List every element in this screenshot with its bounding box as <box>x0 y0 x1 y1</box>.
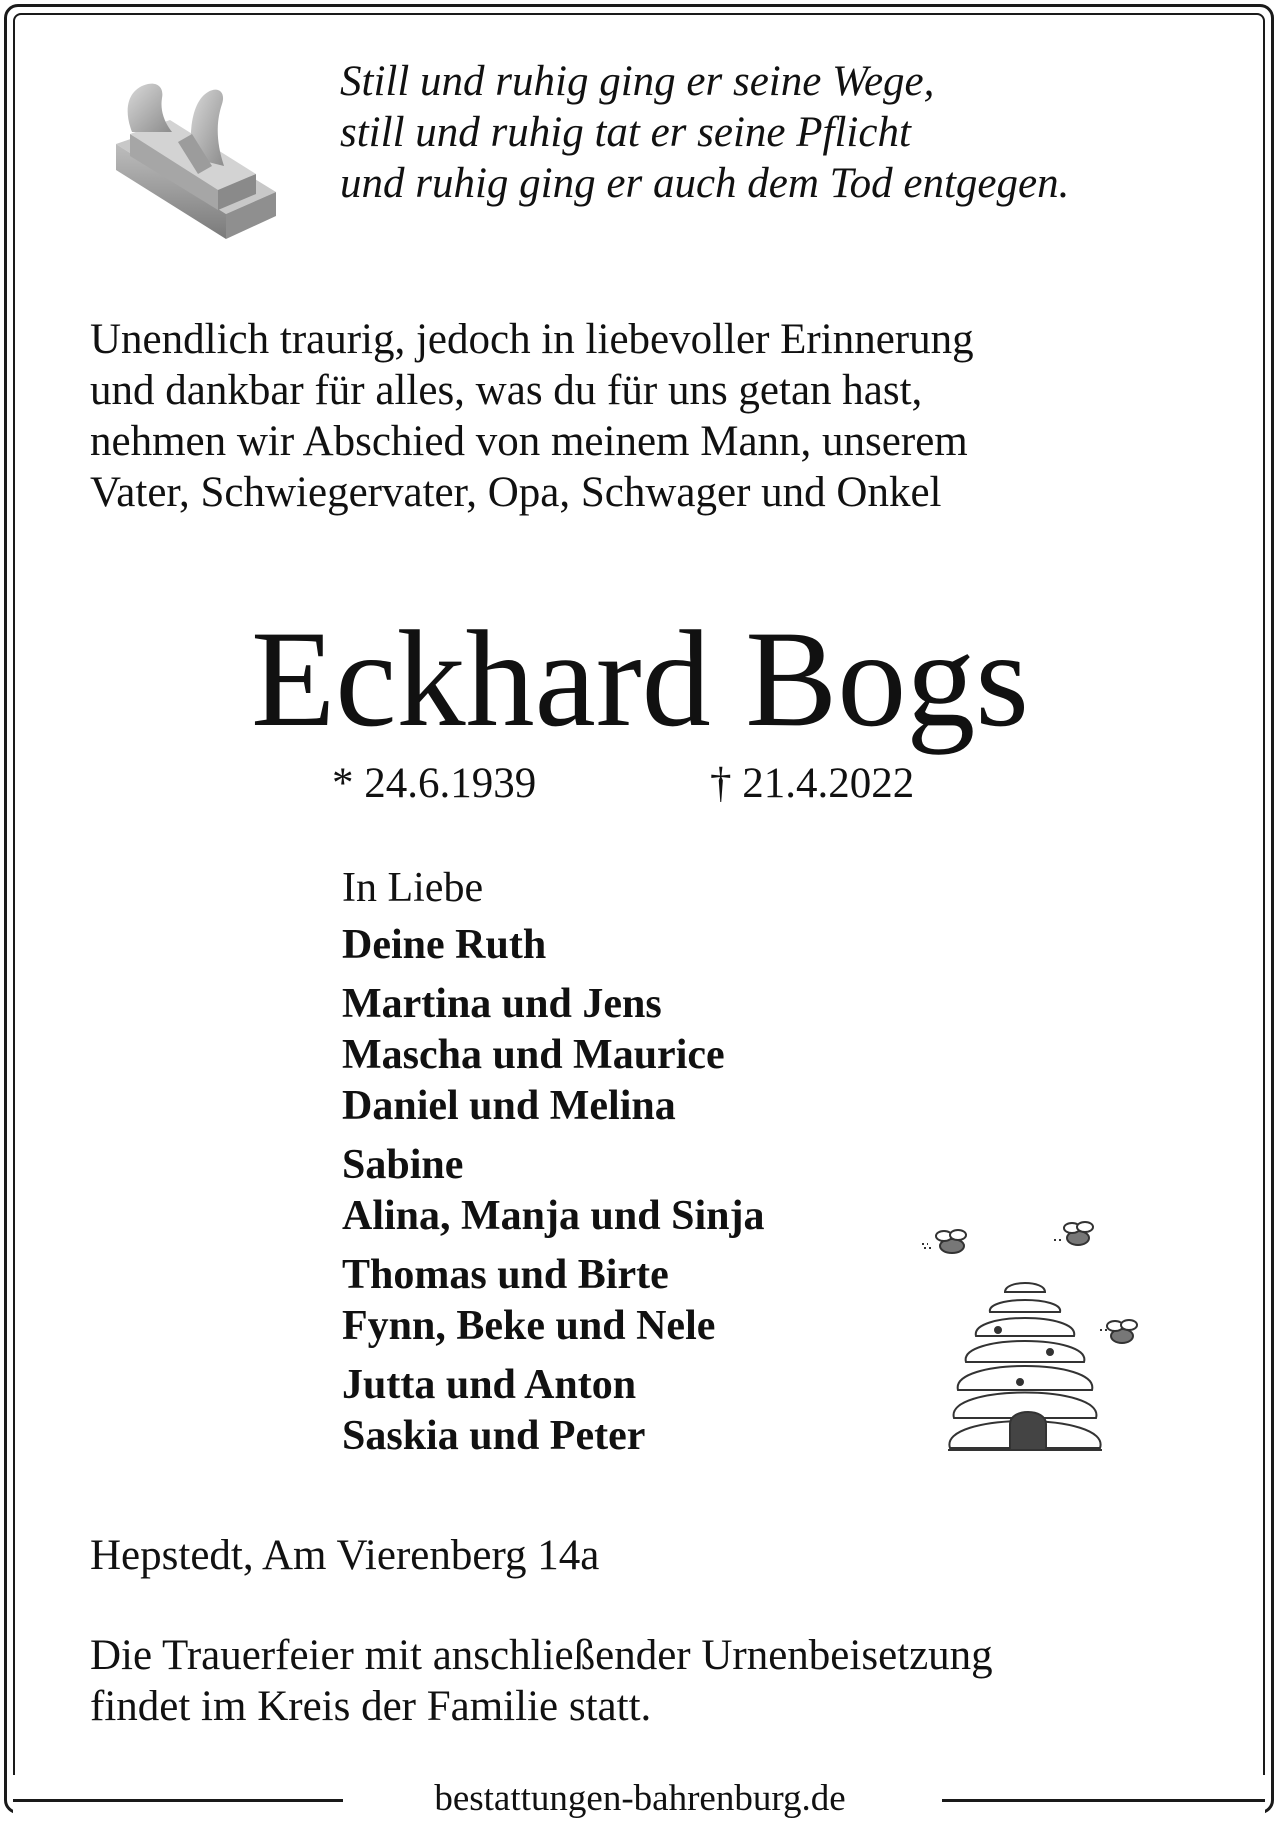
ceremony-line: findet im Kreis der Familie statt. <box>90 1683 652 1730</box>
family-signatures <box>342 862 764 1470</box>
family-member: Deine Ruth <box>342 922 547 968</box>
family-member: Saskia und Peter <box>342 1413 646 1459</box>
intro-line: nehmen wir Abschied von meinem Mann, unserem <box>90 418 968 465</box>
family-member: Thomas und Birte <box>342 1252 669 1298</box>
website-link[interactable]: bestattungen-bahrenburg.de <box>434 1778 846 1819</box>
bee-icon <box>1100 1320 1137 1343</box>
family-group <box>342 920 764 971</box>
ceremony-line: Die Trauerfeier mit anschließender Urnenbeisetzung <box>90 1632 993 1679</box>
family-member: Mascha und Maurice <box>342 1032 725 1078</box>
quote-line: Still und ruhig ging er seine Wege, <box>340 58 935 105</box>
family-member: Daniel und Melina <box>342 1083 676 1129</box>
quote-line: still und ruhig tat er seine Pflicht <box>340 109 911 156</box>
wood-plane-icon <box>108 74 278 244</box>
family-member: Sabine <box>342 1142 464 1188</box>
ceremony-notice <box>90 1630 993 1732</box>
family-group <box>342 1360 764 1462</box>
address: Hepstedt, Am Vierenberg 14a <box>90 1532 600 1579</box>
family-lead: In Liebe <box>342 865 484 911</box>
family-member: Alina, Manja und Sinja <box>342 1193 765 1239</box>
intro-line: und dankbar für alles, was du für uns getan hast, <box>90 367 923 414</box>
intro-text <box>90 314 974 518</box>
family-member: Fynn, Beke und Nele <box>342 1303 716 1349</box>
family-group <box>342 979 764 1132</box>
intro-line: Vater, Schwiegervater, Opa, Schwager und Onkel <box>90 469 942 516</box>
family-member: Martina und Jens <box>342 981 662 1027</box>
deceased-name: Eckhard Bogs <box>250 602 1029 755</box>
family-group <box>342 1250 764 1352</box>
family-member: Jutta und Anton <box>342 1362 637 1408</box>
family-group <box>342 1140 764 1242</box>
intro-line: Unendlich traurig, jedoch in liebevoller Erinnerung <box>90 316 974 363</box>
quote-line: und ruhig ging er auch dem Tod entgegen. <box>340 160 1070 207</box>
beehive-icon <box>948 1283 1102 1450</box>
opening-quote <box>340 56 1069 209</box>
death-date: † 21.4.2022 <box>710 760 915 807</box>
bee-icon <box>922 1230 966 1253</box>
birth-date: * 24.6.1939 <box>332 760 537 807</box>
bee-icon <box>1054 1222 1093 1245</box>
beehive-with-bees-icon <box>910 1200 1150 1470</box>
